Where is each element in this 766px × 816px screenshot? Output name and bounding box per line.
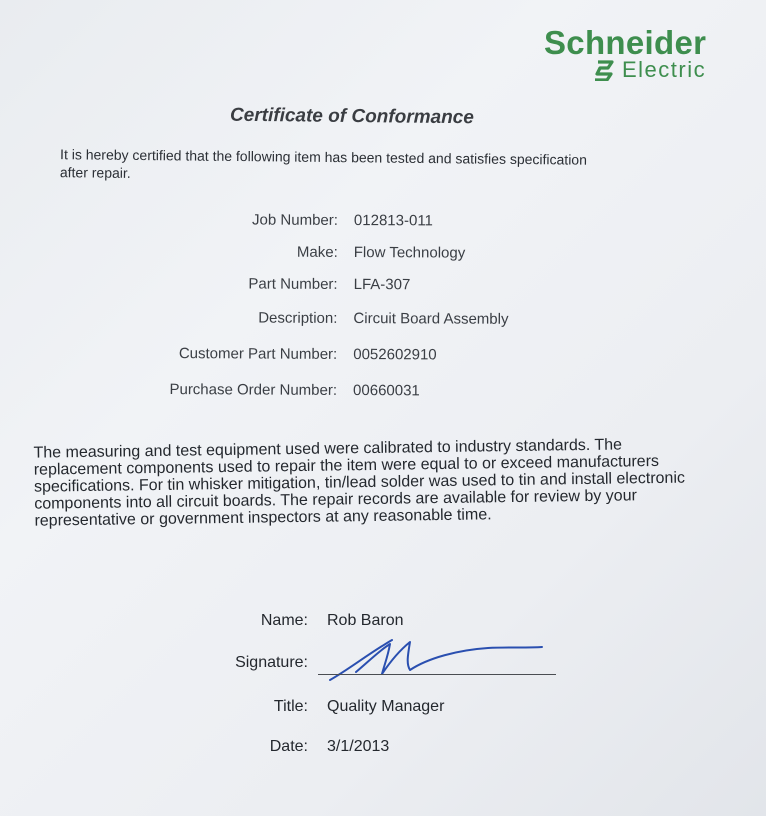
schneider-electric-logo: [540, 24, 740, 84]
field-value: LFA-307: [353, 276, 411, 294]
signature-label: Signature:: [235, 654, 308, 671]
title-value: Quality Manager: [327, 698, 445, 715]
signature-line: [318, 674, 556, 675]
logo-name: Schneider: [544, 24, 707, 61]
logo-mark-icon: [592, 59, 618, 81]
conformance-statement: The measuring and test equipment used were calibrated to industry standards. The replacement components used to repair the item were equal to or exceed manufacturers specifications. For tin whisker mitigation, tin/lead solder was used to tin and install electronic components into all circuit boards. The repair records are available for review by your representative or government inspectors at any reasonable time.: [33, 436, 686, 530]
field-description: [99, 309, 599, 328]
date-label: Date:: [269, 738, 308, 755]
field-label: Description:: [258, 309, 338, 327]
field-label: Job Number:: [252, 211, 339, 229]
field-part-number: [100, 275, 600, 294]
name-label: Name:: [260, 612, 308, 629]
name-value: Rob Baron: [327, 612, 404, 629]
field-value: Flow Technology: [353, 244, 466, 262]
intro-text: It is hereby certified that the following item has been tested and satisfies specification after repair.: [59, 146, 588, 181]
field-label: Part Number:: [248, 275, 338, 293]
field-label: Make:: [296, 243, 338, 261]
title-label: Title:: [273, 698, 308, 715]
certificate-title: Certificate of Conformance: [229, 104, 474, 129]
field-make: [100, 243, 600, 262]
field-value: 0052602910: [353, 346, 437, 364]
logo-subtitle: Electric: [622, 57, 707, 82]
field-purchase-order-number: [99, 381, 599, 400]
field-value: 00660031: [353, 382, 420, 400]
item-details: [100, 211, 600, 400]
date-value: 3/1/2013: [327, 738, 390, 755]
field-customer-part-number: [99, 345, 599, 364]
field-label: Customer Part Number:: [178, 345, 338, 363]
field-job-number: [100, 211, 600, 230]
field-value: Circuit Board Assembly: [353, 310, 509, 328]
field-value: 012813-011: [353, 212, 433, 230]
field-label: Purchase Order Number:: [169, 381, 338, 399]
